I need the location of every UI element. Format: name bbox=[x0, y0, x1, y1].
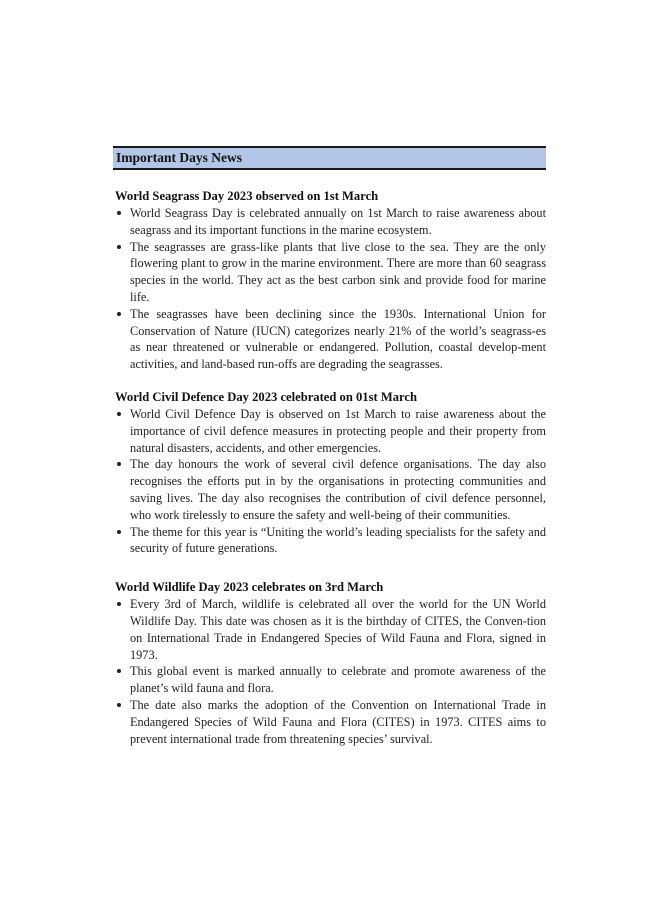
news-item-civil-defence-day bbox=[113, 389, 546, 557]
document-page bbox=[113, 146, 546, 747]
bullet-icon bbox=[117, 312, 121, 316]
bullet-icon bbox=[117, 211, 121, 215]
bullet-item: World Civil Defence Day is observed on 1st March to raise awareness about the importance of civil defence measures in protecting people and their property from natural disasters, accidents, and other emergencies. bbox=[113, 406, 546, 456]
bullet-icon bbox=[117, 462, 121, 466]
bullet-list bbox=[113, 596, 546, 747]
section-header-important-days-news: Important Days News bbox=[113, 146, 546, 170]
bullet-item: Every 3rd of March, wildlife is celebrated all over the world for the UN World Wildlife Day. This date was chosen as it is the birthday of CITES, the Conven-tion on International Trade in Endangered Species of Wild Fauna and Flora, signed in 1973. bbox=[113, 596, 546, 663]
bullet-icon bbox=[117, 530, 121, 534]
news-title: World Seagrass Day 2023 observed on 1st March bbox=[115, 189, 379, 203]
bullet-item: World Seagrass Day is celebrated annually on 1st March to raise awareness about seagrass and its important functions in the marine ecosystem. bbox=[113, 205, 546, 239]
bullet-item: This global event is marked annually to celebrate and promote awareness of the planet’s wild fauna and flora. bbox=[113, 663, 546, 697]
bullet-icon bbox=[117, 703, 121, 707]
bullet-icon bbox=[117, 245, 121, 249]
bullet-list bbox=[113, 406, 546, 557]
bullet-item: The theme for this year is “Uniting the world’s leading specialists for the safety and security of future generations. bbox=[113, 524, 546, 558]
bullet-list bbox=[113, 205, 546, 373]
news-title: World Civil Defence Day 2023 celebrated on 01st March bbox=[115, 389, 417, 404]
news-item-seagrass-day bbox=[113, 188, 546, 373]
bullet-icon bbox=[117, 669, 121, 673]
bullet-item: The seagrasses have been declining since the 1930s. International Union for Conservation of Nature (IUCN) categorizes nearly 21% of the world’s seagrass-es as near threatened or vulnerable or endangered. Pollution, coastal develop-ment activities, and land-based run-offs are degrading the seagrasses. bbox=[113, 306, 546, 373]
bullet-item: The day honours the work of several civil defence organisations. The day also recognises the efforts put in by the organisations in protecting communities and saving lives. The day also recognises the contribution of civil defence personnel, who work tirelessly to ensure the safety and well-being of their communities. bbox=[113, 456, 546, 523]
bullet-icon bbox=[117, 412, 121, 416]
news-title: World Wildlife Day 2023 celebrates on 3rd March bbox=[115, 580, 384, 595]
news-item-wildlife-day bbox=[113, 579, 546, 747]
bullet-item: The date also marks the adoption of the Convention on International Trade in Endangered Species of Wild Fauna and Flora (CITES) in 1973. CITES aims to prevent international trade from threatening species’ survival. bbox=[113, 697, 546, 747]
bullet-icon bbox=[117, 602, 121, 606]
bullet-item: The seagrasses are grass-like plants that live close to the sea. They are the only flowering plant to grow in the marine environment. There are more than 60 seagrass species in the world. They act as the best carbon sink and provide food for marine life. bbox=[113, 239, 546, 306]
